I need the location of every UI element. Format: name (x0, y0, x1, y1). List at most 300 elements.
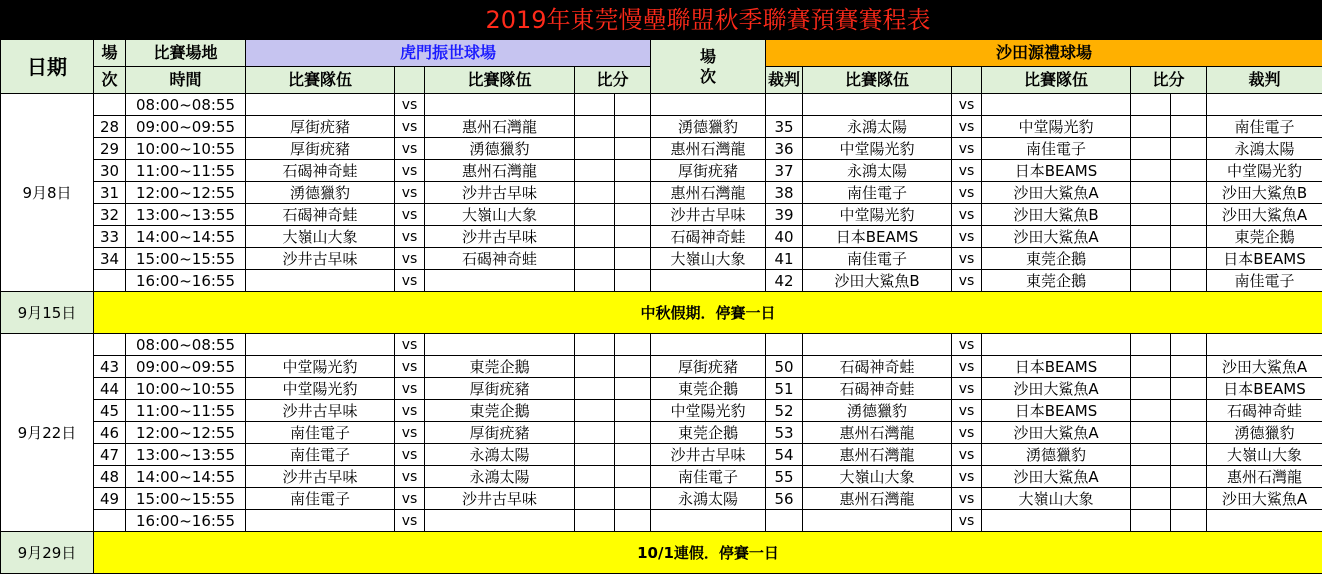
vs-venue1: vs (395, 510, 425, 532)
score-a-venue1 (575, 116, 615, 138)
match-row (1, 116, 1322, 138)
team-b-venue1: 沙井古早味 (425, 488, 575, 510)
referee-venue1: 厚街疣豬 (651, 160, 766, 182)
score-b-venue2 (1171, 226, 1207, 248)
vs-venue1: vs (395, 94, 425, 116)
team-a-venue2: 石碣神奇蛙 (803, 378, 952, 400)
venue1-header: 虎門振世球場 (246, 40, 651, 67)
team-a-venue2: 永鴻太陽 (803, 116, 952, 138)
vs-venue2: vs (952, 270, 982, 292)
team-b-venue2: 沙田大鯊魚A (982, 466, 1131, 488)
match-time: 09:00~09:55 (126, 116, 246, 138)
match-time: 13:00~13:55 (126, 204, 246, 226)
match-time: 12:00~12:55 (126, 182, 246, 204)
vs-venue2: vs (952, 356, 982, 378)
match-row (1, 248, 1322, 270)
score-a-venue2 (1131, 488, 1171, 510)
match-row (1, 138, 1322, 160)
score-b-venue2 (1171, 204, 1207, 226)
score-b-venue1 (615, 510, 651, 532)
score-b-venue1 (615, 488, 651, 510)
score-b-venue1 (615, 116, 651, 138)
team-b-venue2: 沙田大鯊魚A (982, 378, 1131, 400)
match-time: 12:00~12:55 (126, 422, 246, 444)
team-b-venue1: 湧德獵豹 (425, 138, 575, 160)
score-b-venue1 (615, 160, 651, 182)
match-number-venue2: 52 (766, 400, 803, 422)
vs-venue1: vs (395, 116, 425, 138)
team-a-venue2: 沙田大鯊魚B (803, 270, 952, 292)
vs-venue1: vs (395, 334, 425, 356)
team-b-venue1 (425, 94, 575, 116)
team-a-venue2: 日本BEAMS (803, 226, 952, 248)
match-row (1, 270, 1322, 292)
match-time: 11:00~11:55 (126, 160, 246, 182)
match-number-venue2: 41 (766, 248, 803, 270)
score-a-venue1 (575, 204, 615, 226)
referee-venue2 (1207, 334, 1322, 356)
holiday-date: 9月29日 (1, 532, 94, 574)
team-a-venue1: 石碣神奇蛙 (246, 204, 395, 226)
holiday-row (1, 532, 1322, 574)
team-b-venue2: 東莞企鵝 (982, 270, 1131, 292)
vs-venue1: vs (395, 466, 425, 488)
team-b-venue2: 大嶺山大象 (982, 488, 1131, 510)
vs-venue1: vs (395, 356, 425, 378)
referee-venue1: 東莞企鵝 (651, 422, 766, 444)
score-b-venue1 (615, 334, 651, 356)
match-row (1, 444, 1322, 466)
match-number-venue2: 50 (766, 356, 803, 378)
score-a-venue2 (1131, 400, 1171, 422)
vs-venue1: vs (395, 226, 425, 248)
referee-venue1: 南佳電子 (651, 466, 766, 488)
match-number-venue2: 38 (766, 182, 803, 204)
score-b-venue2 (1171, 422, 1207, 444)
team-a-venue2: 南佳電子 (803, 182, 952, 204)
vs-venue2: vs (952, 226, 982, 248)
match-number-venue2: 55 (766, 466, 803, 488)
vs-venue2: vs (952, 334, 982, 356)
team-a-venue1: 沙井古早味 (246, 400, 395, 422)
match-time: 14:00~14:55 (126, 466, 246, 488)
vs-venue1: vs (395, 422, 425, 444)
team-b-venue1: 惠州石灣龍 (425, 116, 575, 138)
match-time: 10:00~10:55 (126, 138, 246, 160)
vs-venue1: vs (395, 160, 425, 182)
team-a-venue2: 中堂陽光豹 (803, 204, 952, 226)
score-b-venue2 (1171, 94, 1207, 116)
team-a-venue2: 大嶺山大象 (803, 466, 952, 488)
match-time: 08:00~08:55 (126, 94, 246, 116)
match-number-venue1: 46 (94, 422, 126, 444)
vs-header-venue1 (395, 67, 425, 94)
team-b-venue1: 沙井古早味 (425, 226, 575, 248)
score-a-venue2 (1131, 116, 1171, 138)
score-a-venue2 (1131, 378, 1171, 400)
score-a-venue1 (575, 138, 615, 160)
referee-venue2: 日本BEAMS (1207, 248, 1322, 270)
match-number-venue1: 47 (94, 444, 126, 466)
vs-venue2: vs (952, 400, 982, 422)
score-b-venue2 (1171, 488, 1207, 510)
referee-venue2: 沙田大鯊魚B (1207, 182, 1322, 204)
vs-venue2: vs (952, 160, 982, 182)
referee-venue2: 東莞企鵝 (1207, 226, 1322, 248)
score-a-venue2 (1131, 510, 1171, 532)
score-b-venue1 (615, 94, 651, 116)
vs-venue1: vs (395, 270, 425, 292)
team-a-venue2: 中堂陽光豹 (803, 138, 952, 160)
referee-header-venue2: 裁判 (1207, 67, 1322, 94)
referee-venue1: 沙井古早味 (651, 204, 766, 226)
match-row (1, 422, 1322, 444)
team-b-header-venue2: 比賽隊伍 (982, 67, 1131, 94)
match-number-venue1: 31 (94, 182, 126, 204)
score-b-venue2 (1171, 400, 1207, 422)
referee-venue1 (651, 270, 766, 292)
match-row (1, 334, 1322, 356)
score-a-venue2 (1131, 270, 1171, 292)
team-b-venue2: 日本BEAMS (982, 400, 1131, 422)
holiday-note: 中秋假期．停賽一日 (94, 292, 1322, 334)
vs-venue2: vs (952, 444, 982, 466)
team-b-venue2 (982, 510, 1131, 532)
score-b-venue1 (615, 226, 651, 248)
match-time: 16:00~16:55 (126, 270, 246, 292)
team-b-header-venue1: 比賽隊伍 (425, 67, 575, 94)
score-a-venue1 (575, 466, 615, 488)
team-a-venue2 (803, 510, 952, 532)
vs-venue1: vs (395, 248, 425, 270)
referee-venue2: 惠州石灣龍 (1207, 466, 1322, 488)
team-a-venue1: 大嶺山大象 (246, 226, 395, 248)
team-b-venue1: 永鴻太陽 (425, 444, 575, 466)
score-b-venue1 (615, 378, 651, 400)
score-a-venue2 (1131, 248, 1171, 270)
team-a-venue2: 石碣神奇蛙 (803, 356, 952, 378)
match-number-venue2: 35 (766, 116, 803, 138)
team-a-venue1: 石碣神奇蛙 (246, 160, 395, 182)
score-b-venue1 (615, 270, 651, 292)
score-a-venue1 (575, 444, 615, 466)
vs-venue1: vs (395, 444, 425, 466)
team-b-venue2: 南佳電子 (982, 138, 1131, 160)
match-row (1, 356, 1322, 378)
match-number-venue1: 44 (94, 378, 126, 400)
score-b-venue2 (1171, 248, 1207, 270)
team-a-venue1: 厚街疣豬 (246, 138, 395, 160)
team-b-venue1: 東莞企鵝 (425, 400, 575, 422)
score-a-venue1 (575, 270, 615, 292)
vs-venue2: vs (952, 510, 982, 532)
referee-venue2: 中堂陽光豹 (1207, 160, 1322, 182)
match-number-venue1: 30 (94, 160, 126, 182)
match-no-header-venue2: 場 次 (651, 40, 766, 94)
team-a-venue2 (803, 334, 952, 356)
team-b-venue2: 日本BEAMS (982, 160, 1131, 182)
score-header-venue1: 比分 (575, 67, 651, 94)
match-number-venue1: 29 (94, 138, 126, 160)
score-a-venue2 (1131, 334, 1171, 356)
team-b-venue2: 日本BEAMS (982, 356, 1131, 378)
team-a-venue2 (803, 94, 952, 116)
team-b-venue1: 厚街疣豬 (425, 422, 575, 444)
team-b-venue2: 東莞企鵝 (982, 248, 1131, 270)
team-a-venue1: 沙井古早味 (246, 466, 395, 488)
match-number-venue2: 56 (766, 488, 803, 510)
team-b-venue2: 沙田大鯊魚B (982, 204, 1131, 226)
vs-venue2: vs (952, 488, 982, 510)
score-b-venue1 (615, 182, 651, 204)
score-b-venue2 (1171, 270, 1207, 292)
match-number-venue2: 39 (766, 204, 803, 226)
referee-venue1: 惠州石灣龍 (651, 138, 766, 160)
vs-venue2: vs (952, 138, 982, 160)
team-b-venue2 (982, 94, 1131, 116)
vs-venue2: vs (952, 248, 982, 270)
match-time: 14:00~14:55 (126, 226, 246, 248)
referee-venue1 (651, 94, 766, 116)
team-a-venue1: 南佳電子 (246, 422, 395, 444)
referee-venue2: 沙田大鯊魚A (1207, 356, 1322, 378)
score-a-venue2 (1131, 226, 1171, 248)
team-b-venue2: 中堂陽光豹 (982, 116, 1131, 138)
referee-venue1: 大嶺山大象 (651, 248, 766, 270)
score-b-venue2 (1171, 466, 1207, 488)
venue2-header: 沙田源禮球場 (766, 40, 1322, 67)
score-b-venue2 (1171, 334, 1207, 356)
team-a-venue2: 永鴻太陽 (803, 160, 952, 182)
score-a-venue2 (1131, 356, 1171, 378)
title-corner (1, 1, 94, 40)
match-number-venue1: 33 (94, 226, 126, 248)
team-b-venue1: 東莞企鵝 (425, 356, 575, 378)
score-a-venue1 (575, 226, 615, 248)
referee-venue1: 惠州石灣龍 (651, 182, 766, 204)
score-a-venue2 (1131, 444, 1171, 466)
referee-venue2: 湧德獵豹 (1207, 422, 1322, 444)
score-a-venue2 (1131, 94, 1171, 116)
team-a-venue1: 中堂陽光豹 (246, 356, 395, 378)
vs-venue1: vs (395, 182, 425, 204)
match-time: 11:00~11:55 (126, 400, 246, 422)
score-a-venue1 (575, 182, 615, 204)
match-no-header-top: 場 (94, 40, 126, 67)
match-date: 9月22日 (1, 334, 94, 532)
match-time: 09:00~09:55 (126, 356, 246, 378)
vs-venue2: vs (952, 182, 982, 204)
referee-venue1: 厚街疣豬 (651, 356, 766, 378)
date-header: 日期 (1, 40, 94, 94)
match-number-venue1 (94, 270, 126, 292)
score-a-venue2 (1131, 466, 1171, 488)
referee-venue2: 沙田大鯊魚A (1207, 488, 1322, 510)
score-a-venue1 (575, 334, 615, 356)
vs-venue1: vs (395, 138, 425, 160)
match-number-venue2: 37 (766, 160, 803, 182)
score-b-venue1 (615, 138, 651, 160)
score-b-venue1 (615, 444, 651, 466)
score-b-venue1 (615, 356, 651, 378)
team-a-venue2: 惠州石灣龍 (803, 488, 952, 510)
match-number-venue2: 40 (766, 226, 803, 248)
match-time: 10:00~10:55 (126, 378, 246, 400)
score-b-venue1 (615, 422, 651, 444)
score-a-venue2 (1131, 182, 1171, 204)
score-b-venue2 (1171, 116, 1207, 138)
score-a-venue1 (575, 488, 615, 510)
team-a-venue1: 南佳電子 (246, 444, 395, 466)
score-b-venue2 (1171, 444, 1207, 466)
team-a-venue1: 中堂陽光豹 (246, 378, 395, 400)
score-a-venue1 (575, 248, 615, 270)
score-a-venue2 (1131, 422, 1171, 444)
match-number-venue1 (94, 94, 126, 116)
vs-venue2: vs (952, 116, 982, 138)
referee-venue1: 石碣神奇蛙 (651, 226, 766, 248)
referee-venue1: 永鴻太陽 (651, 488, 766, 510)
referee-venue2 (1207, 510, 1322, 532)
match-number-venue2: 51 (766, 378, 803, 400)
vs-venue2: vs (952, 422, 982, 444)
match-number-venue1: 34 (94, 248, 126, 270)
match-row (1, 226, 1322, 248)
score-a-venue1 (575, 160, 615, 182)
match-number-venue2 (766, 334, 803, 356)
score-a-venue1 (575, 510, 615, 532)
team-b-venue1: 石碣神奇蛙 (425, 248, 575, 270)
team-b-venue1 (425, 270, 575, 292)
referee-venue2: 沙田大鯊魚A (1207, 204, 1322, 226)
referee-venue2: 日本BEAMS (1207, 378, 1322, 400)
team-a-venue2: 惠州石灣龍 (803, 444, 952, 466)
score-b-venue2 (1171, 356, 1207, 378)
score-a-venue2 (1131, 160, 1171, 182)
score-b-venue2 (1171, 182, 1207, 204)
team-a-venue1 (246, 510, 395, 532)
score-b-venue2 (1171, 378, 1207, 400)
referee-venue2 (1207, 94, 1322, 116)
team-b-venue1: 大嶺山大象 (425, 204, 575, 226)
score-b-venue2 (1171, 510, 1207, 532)
referee-header-venue1: 裁判 (766, 67, 803, 94)
match-time: 15:00~15:55 (126, 488, 246, 510)
score-b-venue1 (615, 400, 651, 422)
match-row (1, 378, 1322, 400)
match-number-venue1 (94, 334, 126, 356)
venue-label-header: 比賽場地 (126, 40, 246, 67)
team-a-venue1: 厚街疣豬 (246, 116, 395, 138)
vs-venue1: vs (395, 378, 425, 400)
vs-header-venue2 (952, 67, 982, 94)
referee-venue2: 石碣神奇蛙 (1207, 400, 1322, 422)
match-row (1, 94, 1322, 116)
match-row (1, 466, 1322, 488)
team-a-venue2: 湧德獵豹 (803, 400, 952, 422)
match-number-venue1 (94, 510, 126, 532)
team-b-venue1 (425, 334, 575, 356)
referee-venue1 (651, 334, 766, 356)
referee-venue2: 永鴻太陽 (1207, 138, 1322, 160)
score-a-venue2 (1131, 138, 1171, 160)
match-row (1, 488, 1322, 510)
match-time: 13:00~13:55 (126, 444, 246, 466)
team-b-venue1: 沙井古早味 (425, 182, 575, 204)
match-no-header-bottom: 次 (94, 67, 126, 94)
score-b-venue1 (615, 204, 651, 226)
team-b-venue1 (425, 510, 575, 532)
score-a-venue1 (575, 378, 615, 400)
team-b-venue2: 沙田大鯊魚A (982, 226, 1131, 248)
vs-venue2: vs (952, 94, 982, 116)
vs-venue1: vs (395, 488, 425, 510)
match-number-venue2 (766, 94, 803, 116)
team-a-venue2: 南佳電子 (803, 248, 952, 270)
match-time: 16:00~16:55 (126, 510, 246, 532)
team-a-header-venue2: 比賽隊伍 (803, 67, 952, 94)
team-a-venue1 (246, 270, 395, 292)
team-a-venue1 (246, 334, 395, 356)
score-b-venue2 (1171, 138, 1207, 160)
team-a-venue2: 惠州石灣龍 (803, 422, 952, 444)
match-row (1, 400, 1322, 422)
match-date: 9月8日 (1, 94, 94, 292)
match-time: 15:00~15:55 (126, 248, 246, 270)
team-b-venue1: 厚街疣豬 (425, 378, 575, 400)
team-b-venue1: 惠州石灣龍 (425, 160, 575, 182)
referee-venue1: 東莞企鵝 (651, 378, 766, 400)
referee-venue1: 湧德獵豹 (651, 116, 766, 138)
vs-venue2: vs (952, 466, 982, 488)
match-number-venue2: 42 (766, 270, 803, 292)
team-a-venue1: 南佳電子 (246, 488, 395, 510)
score-a-venue1 (575, 422, 615, 444)
match-number-venue1: 45 (94, 400, 126, 422)
page-title: 2019年東莞慢壘聯盟秋季聯賽預賽賽程表 (94, 1, 1322, 40)
match-number-venue1: 43 (94, 356, 126, 378)
team-a-venue1 (246, 94, 395, 116)
referee-venue2: 南佳電子 (1207, 116, 1322, 138)
score-header-venue2: 比分 (1131, 67, 1207, 94)
team-b-venue2: 沙田大鯊魚A (982, 182, 1131, 204)
match-row (1, 204, 1322, 226)
referee-venue2: 南佳電子 (1207, 270, 1322, 292)
team-b-venue1: 永鴻太陽 (425, 466, 575, 488)
holiday-row (1, 292, 1322, 334)
team-b-venue2: 湧德獵豹 (982, 444, 1131, 466)
referee-venue1: 沙井古早味 (651, 444, 766, 466)
match-time: 08:00~08:55 (126, 334, 246, 356)
vs-venue1: vs (395, 204, 425, 226)
match-number-venue2: 36 (766, 138, 803, 160)
score-b-venue1 (615, 248, 651, 270)
match-number-venue2: 53 (766, 422, 803, 444)
match-row (1, 160, 1322, 182)
holiday-note: 10/1連假．停賽一日 (94, 532, 1322, 574)
score-b-venue1 (615, 466, 651, 488)
vs-venue2: vs (952, 204, 982, 226)
referee-venue2: 大嶺山大象 (1207, 444, 1322, 466)
vs-venue2: vs (952, 378, 982, 400)
team-b-venue2 (982, 334, 1131, 356)
time-header: 時間 (126, 67, 246, 94)
score-a-venue1 (575, 356, 615, 378)
match-number-venue1: 28 (94, 116, 126, 138)
match-number-venue1: 48 (94, 466, 126, 488)
match-number-venue2: 54 (766, 444, 803, 466)
score-a-venue1 (575, 94, 615, 116)
